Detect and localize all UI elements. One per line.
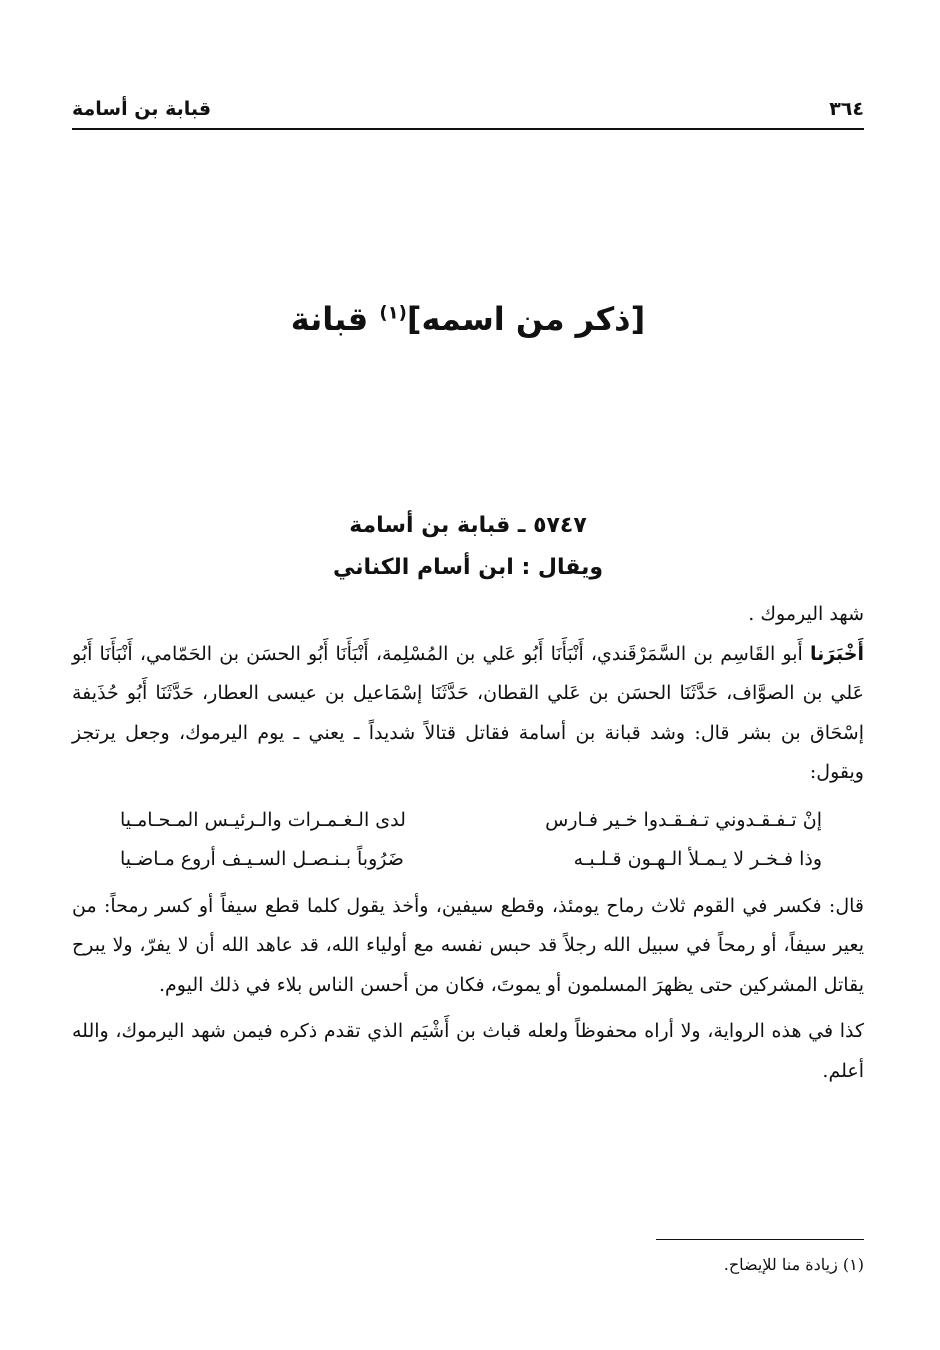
page-number: ٣٦٤ [829,98,864,120]
paragraph-1: شهد اليرموك . [748,603,864,625]
footnote-ref: (١) [379,302,407,324]
chapter-title-open: [ذكر من اسمه] [406,300,646,338]
paragraph-3: قال: فكسر في القوم ثلاث رماح يومئذ، وقطع سيفين، وأخذ يقول كلما قطع سيفاً أو كسر رمحاً: من يعير سيفاً، أو رمحاً في سبيل الله رجلاً قد حبس نفسه مع أولياء الله، قد عاهد الله أن لا يفرّ، ولا يبرح يقاتل المشركين حتى يظهرَ المسلمون أو يموتَ، فكان من أحسن الناس بلاء في ذلك اليوم. [72,894,864,996]
poem [72,801,864,880]
entry-alias-line: ويقال : ابن أسام الكناني [332,555,604,580]
paragraph-2 [72,635,864,793]
body-text [72,595,864,1091]
footnote [72,1252,864,1278]
running-title: قبابة بن أسامة [72,98,212,120]
verse-second-hemistich: لدى الـغـمـرات والـرئيـس المـحـامـيا [120,808,406,831]
verse-first-hemistich: وذا فـخـر لا يـمـلأ الـهـون قـلـبـه [573,848,822,870]
verse-first-hemistich: إنْ تـفـقـدوني تـفـقـدوا خـير فـارس [545,808,822,831]
chapter-title [72,300,864,338]
paragraph-2-lead: أَخْبَرَنا [809,642,864,665]
footnote-rule [656,1239,864,1240]
running-head [72,88,864,120]
paragraph-2-text: أَبو القَاسِم بن السَّمَرْقَندي، أَنْبَأَنَا أَبُو عَلي بن المُسْلِمة، أَنْبَأَنَا أَبُو الحسَن بن الحَمّامي، أَنْبَأَنَا أَبُو عَلي بن الصوَّاف، حَدَّثَنَا الحسَن بن عَلي القطان، حَدَّثَنَا إسْمَاعيل بن عيسى العطار، حَدَّثَنَا أَبُو حُذَيفة إسْحَاق بن بشر قال: وشد قبانة بن أسامة فقاتل قتالاً شديداً ـ يعني ـ يوم اليرموك، وجعل يرتجز ويقول: [72,642,864,783]
entry-name-line: ٥٧٤٧ ـ قبابة بن أسامة [349,513,587,538]
footnote-marker: (١) [842,1255,864,1274]
verse [72,840,864,880]
verse [72,801,864,841]
chapter-title-close: قبانة [290,300,380,338]
entry-heading [72,505,864,589]
paragraph-4: كذا في هذه الرواية، ولا أراه محفوظاً ولعله قباث بن أَشْيَم الذي تقدم ذكره فيمن شهد اليرموك، والله أعلم. [72,1020,864,1082]
footnote-text: زيادة منا للإيضاح. [723,1255,838,1274]
verse-second-hemistich: ضَرُوباً بـنـصـل السـيـف أروع مـاضـيا [120,848,404,870]
header-rule [72,128,864,130]
